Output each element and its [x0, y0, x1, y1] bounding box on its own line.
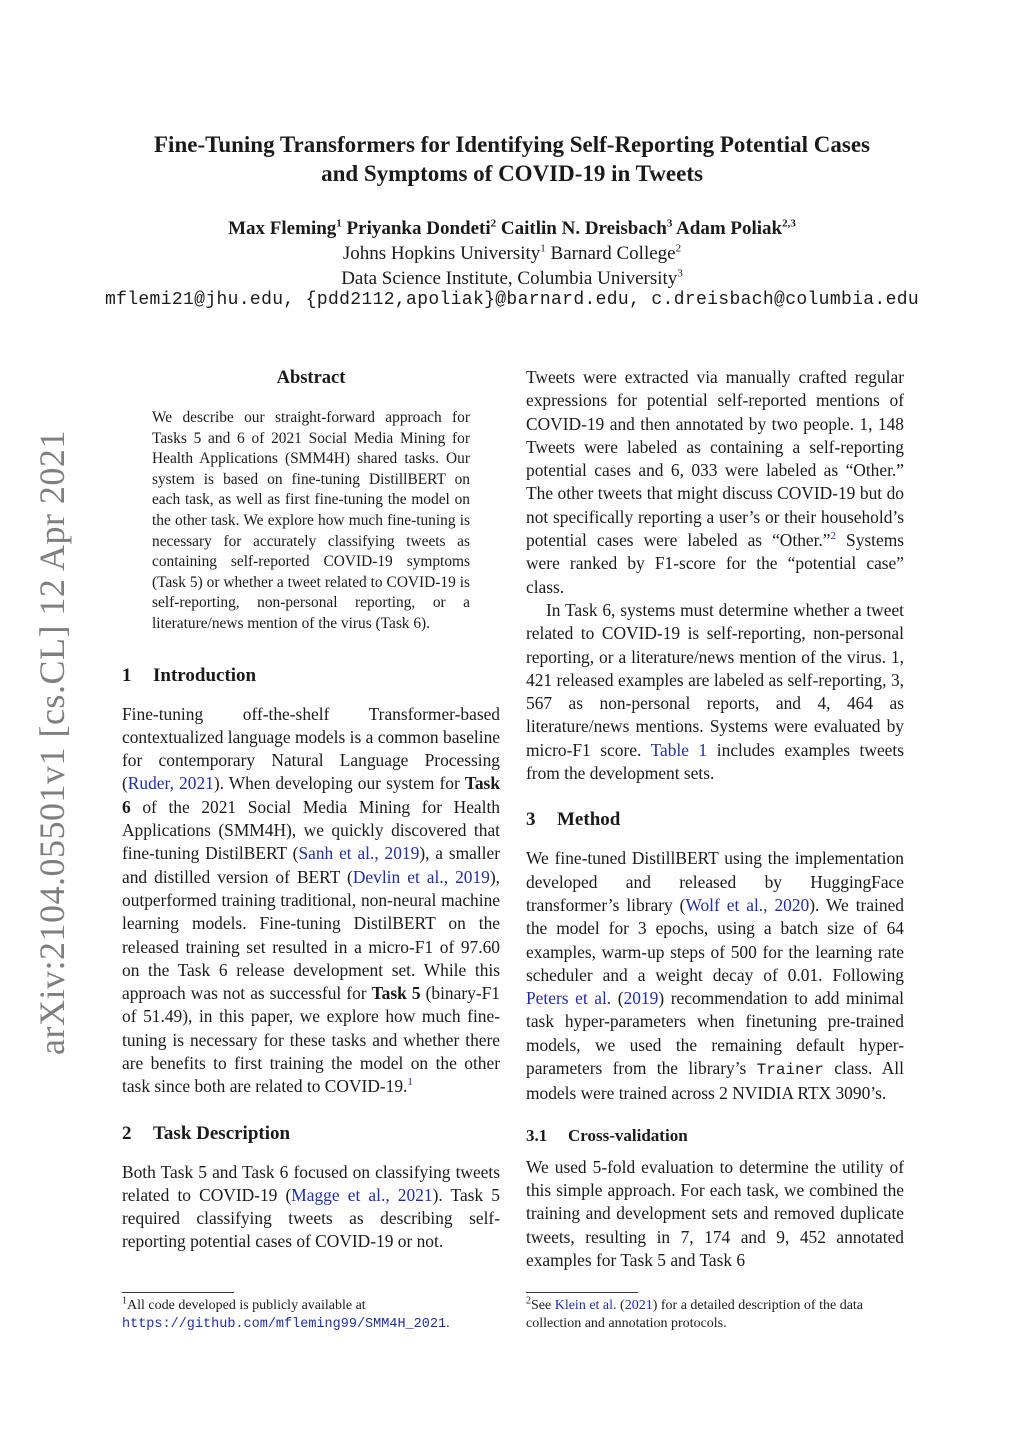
affiliation-name: Johns Hopkins University [342, 243, 541, 264]
bold-task-6: Task 6 [122, 773, 500, 817]
author-affiliation-mark: 3 [666, 217, 673, 230]
introduction-paragraph [122, 703, 500, 1099]
section-heading-method [526, 807, 904, 833]
author-block [0, 216, 1024, 291]
author-affiliation-mark: 2,3 [782, 217, 796, 230]
footnote-2-number: 2 [526, 1295, 531, 1307]
text-run: See [531, 1298, 555, 1313]
footnote-1 [122, 1297, 500, 1334]
affiliation-mark: 1 [540, 242, 546, 255]
affiliation-mark: 2 [675, 242, 682, 255]
section-number: 2 [122, 1122, 132, 1144]
section-number: 1 [122, 664, 132, 686]
section-title: Introduction [153, 664, 257, 686]
text-run: class. All models were trained across 2 NVIDIA RTX 3090’s. [526, 1058, 904, 1104]
author-emails: mflemi21@jhu.edu, {pdd2112,apoliak}@barnard.edu, c.dreisbach@columbia.edu [104, 290, 920, 310]
footnote-left [122, 1292, 500, 1334]
footnote-1-mark[interactable]: 1 [407, 1076, 413, 1089]
affiliation-line-2 [0, 266, 1024, 291]
left-column [122, 366, 500, 1254]
author-name: Max Fleming [228, 218, 337, 239]
affiliation-name: Data Science Institute, Columbia University [341, 268, 678, 289]
section-number: 3 [526, 809, 536, 831]
abstract-text: We describe our straight-forward approach for Tasks 5 and 6 of 2021 Social Media Mining for Health Applications (SMM4H) shared tasks. Our system is based on fine-tuning DistillBERT on each task, as well as first fine-tuning the model on the other task. We explore how much fine-tuning is necessary for accurately classifying tweets as containing self-reported COVID-19 symptoms (Task 5) or whether a tweet related to COVID-19 is self-reporting, non-personal reporting, or a literature/news mention of the virus (Task 6). [152, 409, 470, 632]
section-heading-introduction [122, 663, 500, 689]
text-run: of the 2021 Social Media Mining for Health Applications (SMM4H), we quickly discovered that fine-tuning DistilBERT ( [122, 796, 500, 864]
citation-klein[interactable]: Klein et al. [554, 1298, 617, 1313]
text-run: ). We trained the model for 3 epochs, using a batch size of 64 examples, warm-up steps of 500 for the learning rate scheduler and a weight decay of 0.01. Following [526, 894, 904, 985]
text-run: Both Task 5 and Task 6 focused on classifying tweets related to COVID-19 ( [122, 1161, 500, 1205]
author-name: Caitlin N. Dreisbach [500, 218, 667, 239]
paper-title-line-1: Fine-Tuning Transformers for Identifying Self-Reporting Potential Cases [154, 132, 870, 157]
right-column [526, 366, 904, 1272]
text-run: Systems were ranked by F1-score for the “potential case” class. [526, 530, 905, 597]
task-description-paragraph-1-continued [526, 366, 904, 599]
author-affiliation-mark: 1 [336, 217, 342, 230]
table-1-reference[interactable]: Table 1 [650, 739, 708, 760]
affiliation-line-1 [0, 241, 1024, 266]
affiliation-mark: 3 [677, 267, 683, 280]
text-run: Tweets were extracted via manually crafted regular expressions for potential self-reported mentions of COVID-19 and then annotated by two people. 1, 148 Tweets were labeled as containing a self-reporting potential cases and 6, 033 were labeled as “Other.” The other tweets that might discuss COVID-19 but do not specifically reporting a user’s or their household’s potential cases were labeled as “Other.” [526, 367, 904, 551]
footnote-right [526, 1292, 904, 1333]
section-heading-task-description [122, 1121, 500, 1147]
section-title: Task Description [153, 1122, 291, 1144]
citation-klein-year[interactable]: 2021 [624, 1298, 653, 1313]
author-name: Adam Poliak [676, 218, 783, 239]
footnote-rule [526, 1292, 638, 1293]
abstract-heading: Abstract [276, 368, 346, 388]
text-run: We used 5-fold evaluation to determine the utility of this simple approach. For each task, we combined the training and development sets and removed duplicate tweets, resulting in 7, 174 and 9, 452 annotated examples for Task 5 and Task 6 [526, 1156, 904, 1270]
author-name: Priyanka Dondeti [346, 218, 491, 239]
citation-sanh-2019[interactable]: Sanh et al., 2019 [298, 843, 420, 864]
citation-ruder-2021[interactable]: Ruder, 2021 [127, 773, 214, 794]
subsection-heading-cross-validation [526, 1124, 904, 1148]
cross-validation-paragraph [526, 1156, 904, 1272]
text-run: (binary-F1 of 51.49), in this paper, we explore how much fine-tuning is necessary for these tasks and whether there are benefits to first training the model on the other task since both are related to COVID-19. [122, 983, 500, 1097]
text-run: includes examples tweets from the development sets. [526, 739, 904, 784]
text-run: We fine-tuned DistillBERT using the implementation developed and released by HuggingFace transformer’s library ( [526, 848, 904, 915]
footnote-1-text: All code developed is publicly available at [127, 1298, 366, 1313]
subsection-title: Cross-validation [568, 1125, 688, 1145]
citation-peters[interactable]: Peters et al. [526, 988, 612, 1009]
text-run: In Task 6, systems must determine whether a tweet related to COVID-19 is self-reporting, non-personal reporting, or a literature/news mention of the virus. 1, 421 released examples are labeled as self-reporting, 3, 567 as non-personal reports, and 4, 464 as literature/news mentions. Systems were evaluated by micro-F1 score. [526, 599, 904, 760]
method-paragraph: We fine-tuned DistillBERT using the implementation developed and released by HuggingFace transformer’s library (Wolf et al., 2020). We trained the model for 3 epochs, using a batch size of 64 examples, warm-up steps of 500 for the learning rate scheduler and a weight decay of 0.01. Following Peters et al. (2019) recommendation to add minimal task hyper-parameters when finetuning pre-trained models, we used the remaining default hyper-parameters from the library’s Trainer class. All models were trained across 2 NVIDIA RTX 3090’s. [526, 848, 905, 1104]
citation-devlin-2019[interactable]: Devlin et al., 2019 [352, 866, 490, 887]
author-affiliation-mark: 2 [490, 217, 497, 230]
text-run: ), outperformed training traditional, non-neural machine learning models. Fine-tuning DistilBERT on the released training set resulted in a micro-F1 of 97.60 on the Task 6 release development set. While this approach was not as successful for [122, 866, 500, 1004]
footnote-rule [122, 1292, 234, 1293]
trainer-class-name: Trainer [756, 1061, 824, 1080]
text-run: ). Task 5 required classifying tweets as describing self-reporting potential cases of COVID-19 or not. [122, 1184, 500, 1252]
footnote-1-number: 1 [122, 1295, 127, 1307]
paper-title [0, 130, 1024, 188]
citation-wolf-2020[interactable]: Wolf et al., 2020 [685, 894, 810, 915]
citation-peters-year[interactable]: 2019 [623, 988, 659, 1009]
author-list [0, 216, 1024, 241]
citation-magge-2021[interactable]: Magge et al., 2021 [291, 1184, 433, 1205]
arxiv-identifier-stamp: arXiv:2104.05501v1 [cs.CL] 12 Apr 2021 [32, 430, 72, 1055]
text-run: recommendation to add minimal task hyper-parameters when finetuning pre-trained models, we used the remaining default hyper-parameters from the library’s [526, 988, 905, 1079]
text-run: ), a smaller and distilled version of BERT ( [122, 843, 501, 887]
subsection-number: 3.1 [526, 1125, 548, 1145]
footnote-2-mark[interactable]: 2 [830, 530, 837, 543]
section-title: Method [557, 809, 621, 831]
task-description-paragraph-1 [122, 1161, 500, 1254]
text-run: ). When developing our system for [213, 773, 465, 794]
task-description-paragraph-2 [526, 599, 904, 785]
text-run: Fine-tuning off-the-shelf Transformer-based contextualized language models is a common baseline for contemporary Natural Language Processing ( [122, 703, 500, 794]
text-run: for a detailed description of the data collection and annotation protocols. [526, 1298, 864, 1331]
affiliation-name: Barnard College [550, 243, 676, 264]
bold-task-5: Task 5 [371, 983, 421, 1004]
paper-title-line-2: and Symptoms of COVID-19 in Tweets [321, 161, 703, 186]
footnote-1-url-link[interactable]: https://github.com/mfleming99/SMM4H_2021 [122, 1317, 447, 1332]
text-run: . [446, 1316, 450, 1331]
footnote-2: $^2$See Klein et al. (2021) for a detailed description of the data collection and annotation protocols. [526, 1295, 864, 1331]
